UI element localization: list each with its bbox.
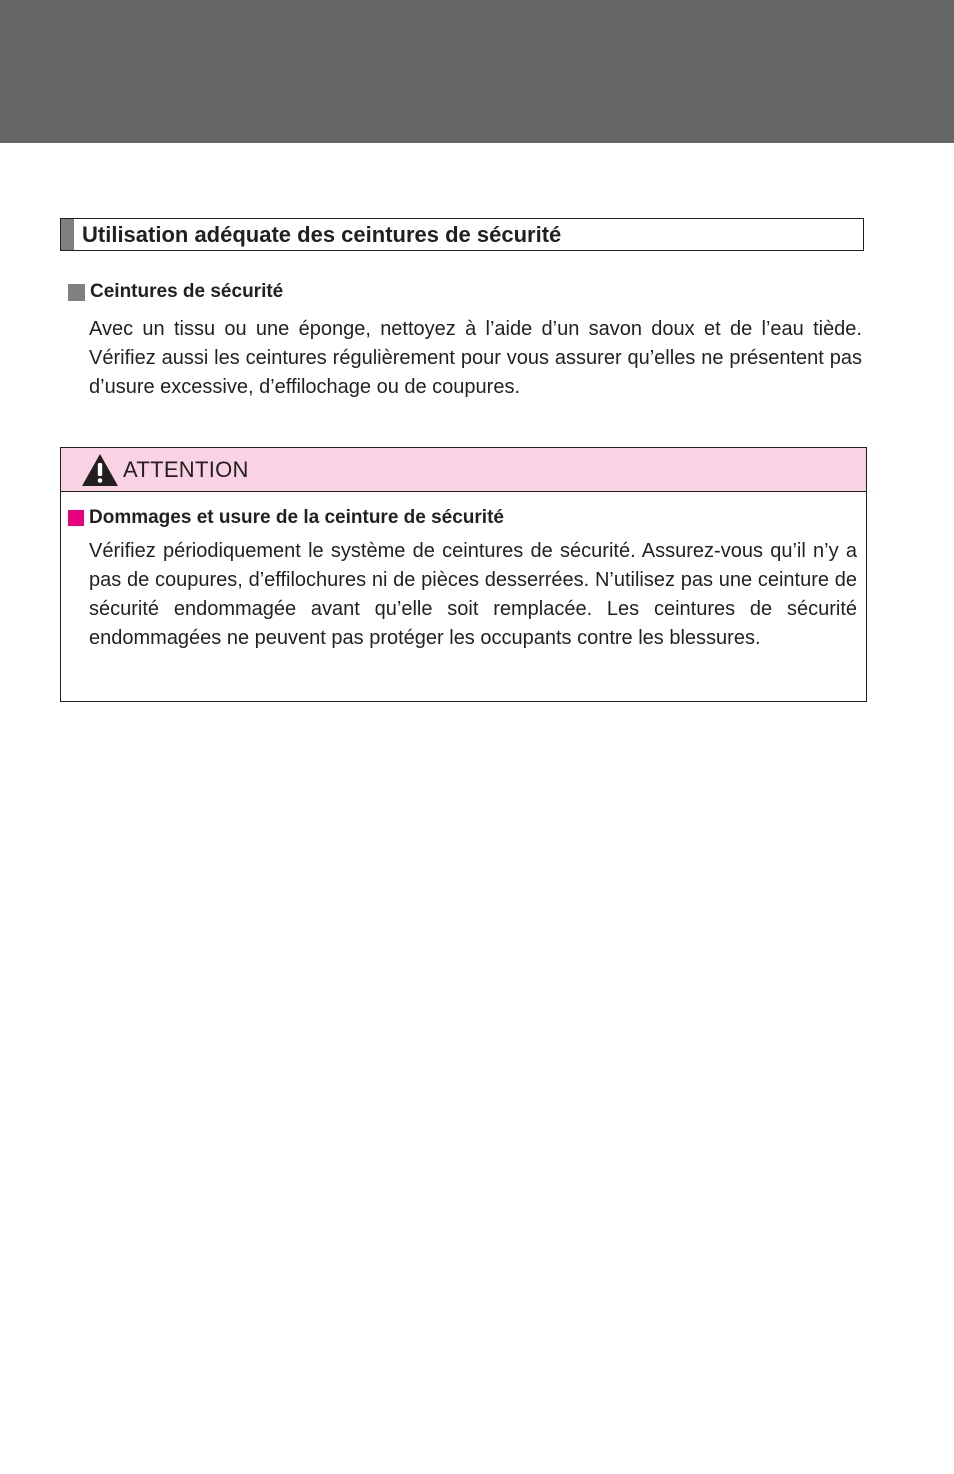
attention-paragraph: Vérifiez périodiquement le système de ceintures de sécurité. Assurez-vous qu’il n’y a pas de coupures, d’effilochures ni de pièces desserrées. N’utilisez pas une ceinture de sécurité endommagée avant qu’elle soit remplacée. Les ceintures de sécurité endommagées ne peuvent pas protéger les occupants contre les blessures.: [89, 540, 857, 649]
seatbelts-heading: Ceintures de sécurité: [90, 281, 284, 302]
seatbelts-subheading: [68, 280, 283, 304]
attention-label: ATTENTION: [123, 456, 249, 482]
section-heading-bar: [61, 219, 74, 250]
attention-subheading: [68, 506, 504, 530]
attention-header: [61, 448, 866, 492]
section-title: Utilisation adéquate des ceintures de sécurité: [82, 222, 562, 247]
attention-box: [60, 447, 867, 702]
gray-square-bullet-icon: [68, 284, 85, 301]
page-header-band: [0, 0, 954, 143]
warning-triangle-icon: [81, 453, 119, 487]
seatbelts-paragraph: Avec un tissu ou une éponge, nettoyez à l’aide d’un savon doux et de l’eau tiède. Vérifiez aussi les ceintures régulièrement pour vous assurer qu’elles ne présentent pas d’usure excessive, d’effilochage ou de coupures.: [89, 318, 862, 398]
attention-heading: Dommages et usure de la ceinture de sécurité: [89, 507, 504, 528]
section-heading: [60, 218, 864, 251]
magenta-square-bullet-icon: [68, 510, 84, 526]
